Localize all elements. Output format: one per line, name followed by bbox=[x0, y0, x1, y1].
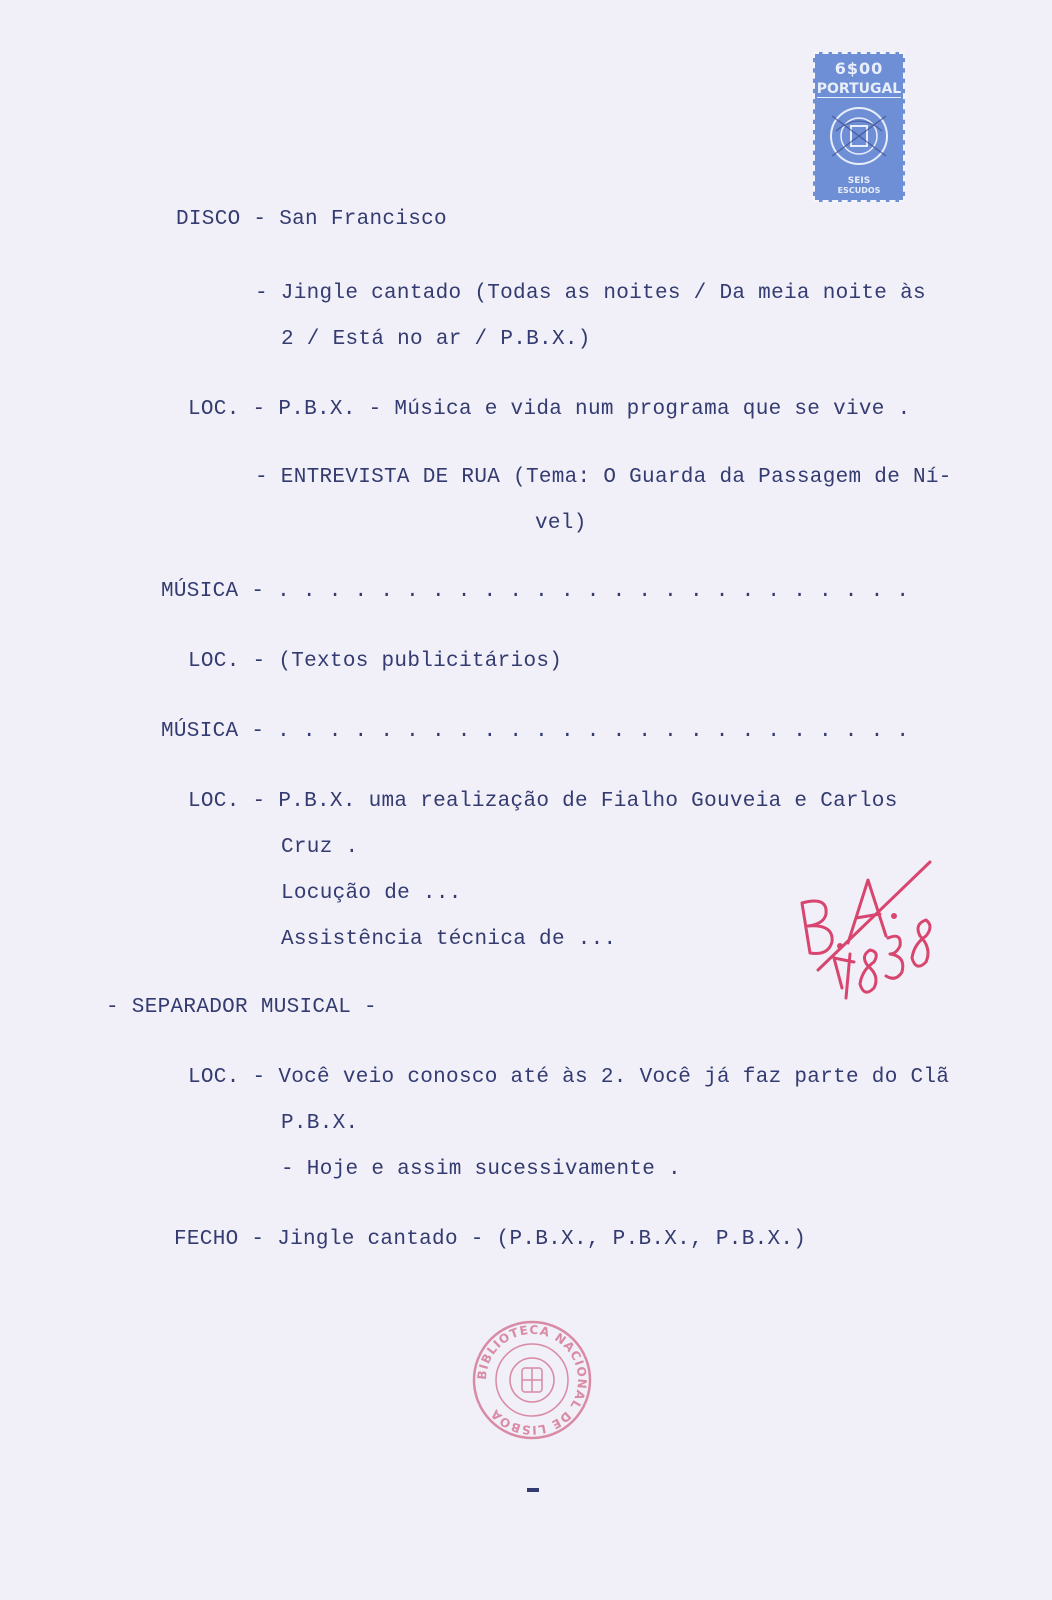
coat-of-arms-icon bbox=[822, 101, 896, 171]
library-seal bbox=[470, 1318, 594, 1442]
stamp-currency: ESCUDOS bbox=[837, 186, 881, 195]
stamp-value: 6$00 bbox=[834, 59, 884, 78]
script-line-loc-2: LOC. - (Textos publicitários) bbox=[188, 650, 563, 673]
script-line-entrevista: - ENTREVISTA DE RUA (Tema: O Guarda da Passagem de Ní- bbox=[255, 466, 952, 489]
page-footer-dash bbox=[527, 1488, 539, 1492]
script-line-hoje: - Hoje e assim sucessivamente . bbox=[281, 1158, 681, 1181]
stamp-country: PORTUGAL bbox=[816, 81, 902, 97]
script-line-jingle-cont: 2 / Está no ar / P.B.X.) bbox=[281, 328, 591, 351]
script-line-disco: DISCO - San Francisco bbox=[176, 208, 447, 231]
script-line-entrevista-cont: vel) bbox=[535, 512, 587, 535]
script-line-loc-4-cont: P.B.X. bbox=[281, 1112, 359, 1135]
library-seal-text: BIBLIOTECA NACIONAL DE LISBOA bbox=[474, 1322, 590, 1438]
script-line-separador: - SEPARADOR MUSICAL - bbox=[106, 996, 377, 1019]
handwritten-ba-annotation bbox=[790, 858, 960, 1008]
script-line-musica-2: MÚSICA - . . . . . . . . . . . . . . . . . . . . . . . . . bbox=[161, 720, 910, 743]
script-line-locucao: Locução de ... bbox=[281, 882, 462, 905]
script-line-assistencia: Assistência técnica de ... bbox=[281, 928, 617, 951]
stamp-denomination-word: SEIS bbox=[847, 176, 871, 186]
script-line-loc-3-cont: Cruz . bbox=[281, 836, 359, 859]
script-line-jingle: - Jingle cantado (Todas as noites / Da meia noite às bbox=[255, 282, 926, 305]
script-line-loc-4: LOC. - Você veio conosco até às 2. Você já faz parte do Clã bbox=[188, 1066, 950, 1089]
script-line-loc-3: LOC. - P.B.X. uma realização de Fialho Gouveia e Carlos bbox=[188, 790, 898, 813]
script-line-fecho: FECHO - Jingle cantado - (P.B.X., P.B.X., P.B.X.) bbox=[174, 1228, 807, 1251]
script-line-loc-1: LOC. - P.B.X. - Música e vida num programa que se vive . bbox=[188, 398, 911, 421]
script-line-musica-1: MÚSICA - . . . . . . . . . . . . . . . . . . . . . . . . . bbox=[161, 580, 910, 603]
postage-stamp bbox=[813, 52, 905, 202]
